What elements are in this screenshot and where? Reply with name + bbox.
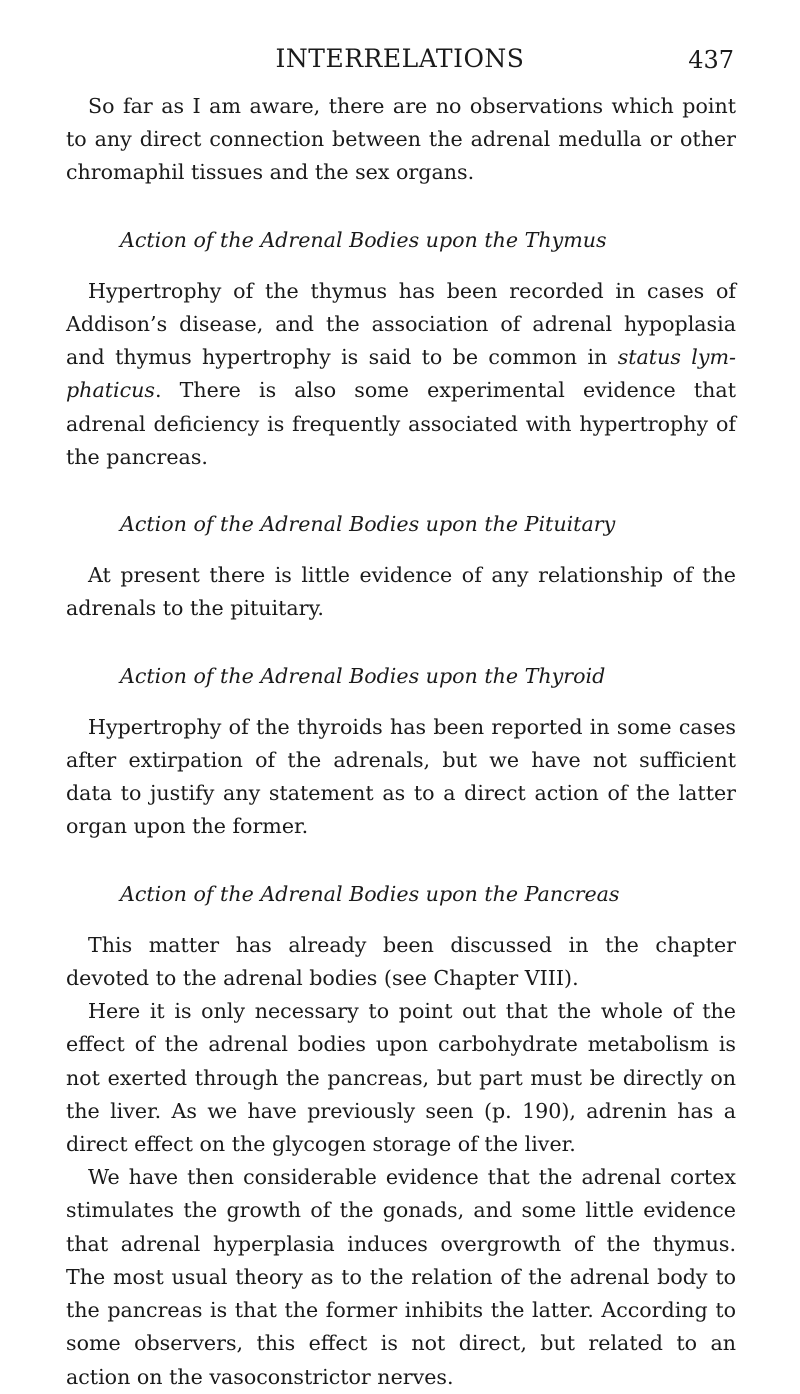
paragraph-thyroid: Hypertrophy of the thyroids has been reported in some cases after extirpation of the adrenals, but we have not sufficient data to justify any statement as to a direct action of the latter organ upon the former.	[66, 714, 736, 839]
paragraph-pancreas-2: Here it is only necessary to point out that the whole of the effect of the adrenal bodies upon carbohydrate metabolism is not exerted through the pancreas, but part must be directly on the liver. As we have previously seen (p. 190), adrenin has a direct effect on the glycogen storage of the liver.	[66, 999, 736, 1157]
heading-pancreas: Action of the Adrenal Bodies upon the Pancreas	[120, 881, 620, 906]
paragraph-intro: So far as I am aware, there are no observations which point to any direct connection between the adrenal medulla or other chromaphil tissues and the sex organs.	[66, 94, 736, 185]
paragraph-pancreas-3: We have then considerable evidence that the adrenal cortex stimulates the growth of the gonads, and some little evidence that adrenal hyperplasia induces overgrowth of the thymus. The most usual theory as to the relation of the adrenal body to the pancreas is that the former inhibits the latter. According to some observers, this effect is not direct, but related to an action on the vasoconstrictor nerves.	[66, 1165, 736, 1389]
page-number: 437	[688, 46, 734, 74]
paragraph-thymus-italic: status lym-phaticus	[66, 345, 737, 403]
page-header	[66, 44, 734, 80]
paragraph-pancreas-1: This matter has already been discussed in the chapter devoted to the adrenal bodies (see Chapter VIII).	[66, 932, 736, 991]
paragraph-thymus-text-b: . There is also some experimental evidence that adrenal deficiency is frequently associated with hypertrophy of the pancreas.	[66, 378, 736, 469]
heading-thymus: Action of the Adrenal Bodies upon the Thymus	[120, 227, 607, 252]
paragraph-thymus	[66, 275, 736, 474]
heading-pituitary: Action of the Adrenal Bodies upon the Pituitary	[120, 512, 616, 537]
running-title: INTERRELATIONS	[275, 44, 525, 73]
paragraph-thymus-text-a: Hypertrophy of the thymus has been recorded in cases of Addison’s disease, and the association of adrenal hypoplasia and thymus hypertrophy is said to be common in	[66, 278, 736, 370]
heading-thyroid: Action of the Adrenal Bodies upon the Thyroid	[120, 663, 606, 688]
paragraph-pituitary: At present there is little evidence of any relationship of the adrenals to the pituitary.	[66, 563, 736, 621]
body-text	[66, 90, 736, 1394]
